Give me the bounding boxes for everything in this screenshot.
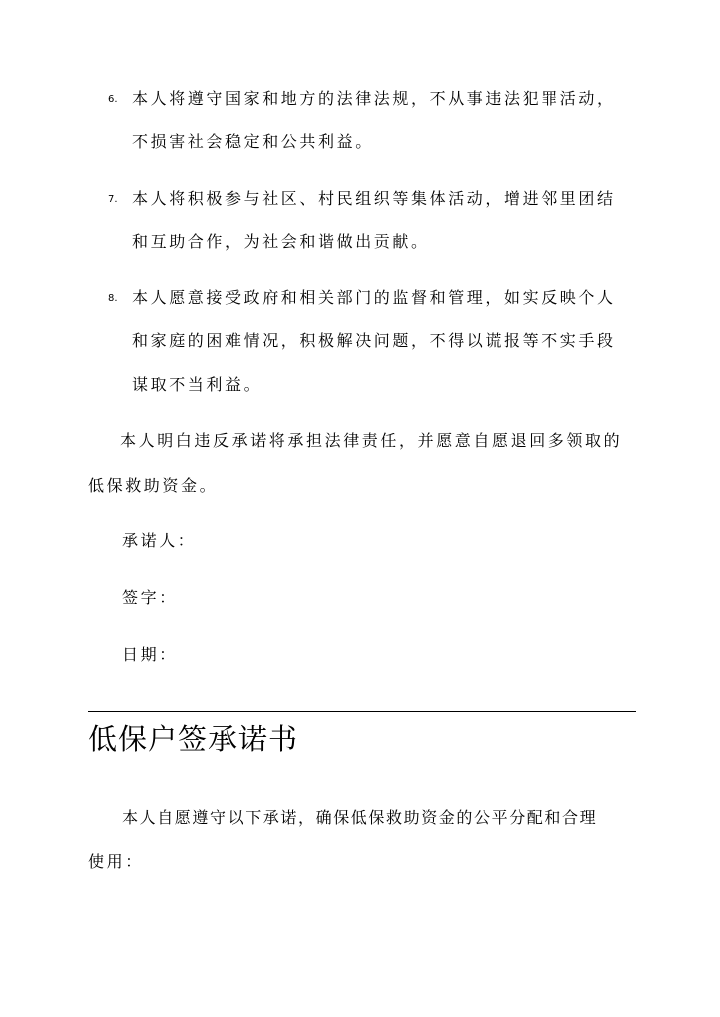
signature-label: 签字： [122, 588, 178, 607]
item-7-line-2: 和互助合作，为社会和谐做出贡献。 [132, 232, 430, 251]
statement-line-2: 低保救助资金。 [88, 476, 219, 495]
promisor-label: 承诺人： [122, 531, 197, 550]
item-7-number: 7. [108, 194, 118, 205]
item-7-line-1: 本人将积极参与社区、村民组织等集体活动，增进邻里团结 [132, 189, 616, 208]
intro-line-1: 本人自愿遵守以下承诺，确保低保救助资金的公平分配和合理 [122, 808, 598, 827]
item-6-line-2: 不损害社会稳定和公共利益。 [132, 132, 374, 151]
date-label: 日期： [122, 645, 178, 664]
item-8-line-1: 本人愿意接受政府和相关部门的监督和管理，如实反映个人 [132, 288, 616, 307]
intro-line-2: 使用： [88, 852, 144, 871]
item-8-line-3: 谋取不当利益。 [132, 375, 263, 394]
item-6-number: 6. [108, 94, 118, 105]
item-8-number: 8. [108, 293, 118, 304]
section-divider [88, 711, 636, 712]
item-6-line-1: 本人将遵守国家和地方的法律法规，不从事违法犯罪活动， [132, 89, 616, 108]
statement-line-1: 本人明白违反承诺将承担法律责任，并愿意自愿退回多领取的 [120, 431, 623, 450]
section-title: 低保户签承诺书 [88, 722, 299, 756]
item-8-line-2: 和家庭的困难情况，积极解决问题，不得以谎报等不实手段 [132, 331, 616, 350]
